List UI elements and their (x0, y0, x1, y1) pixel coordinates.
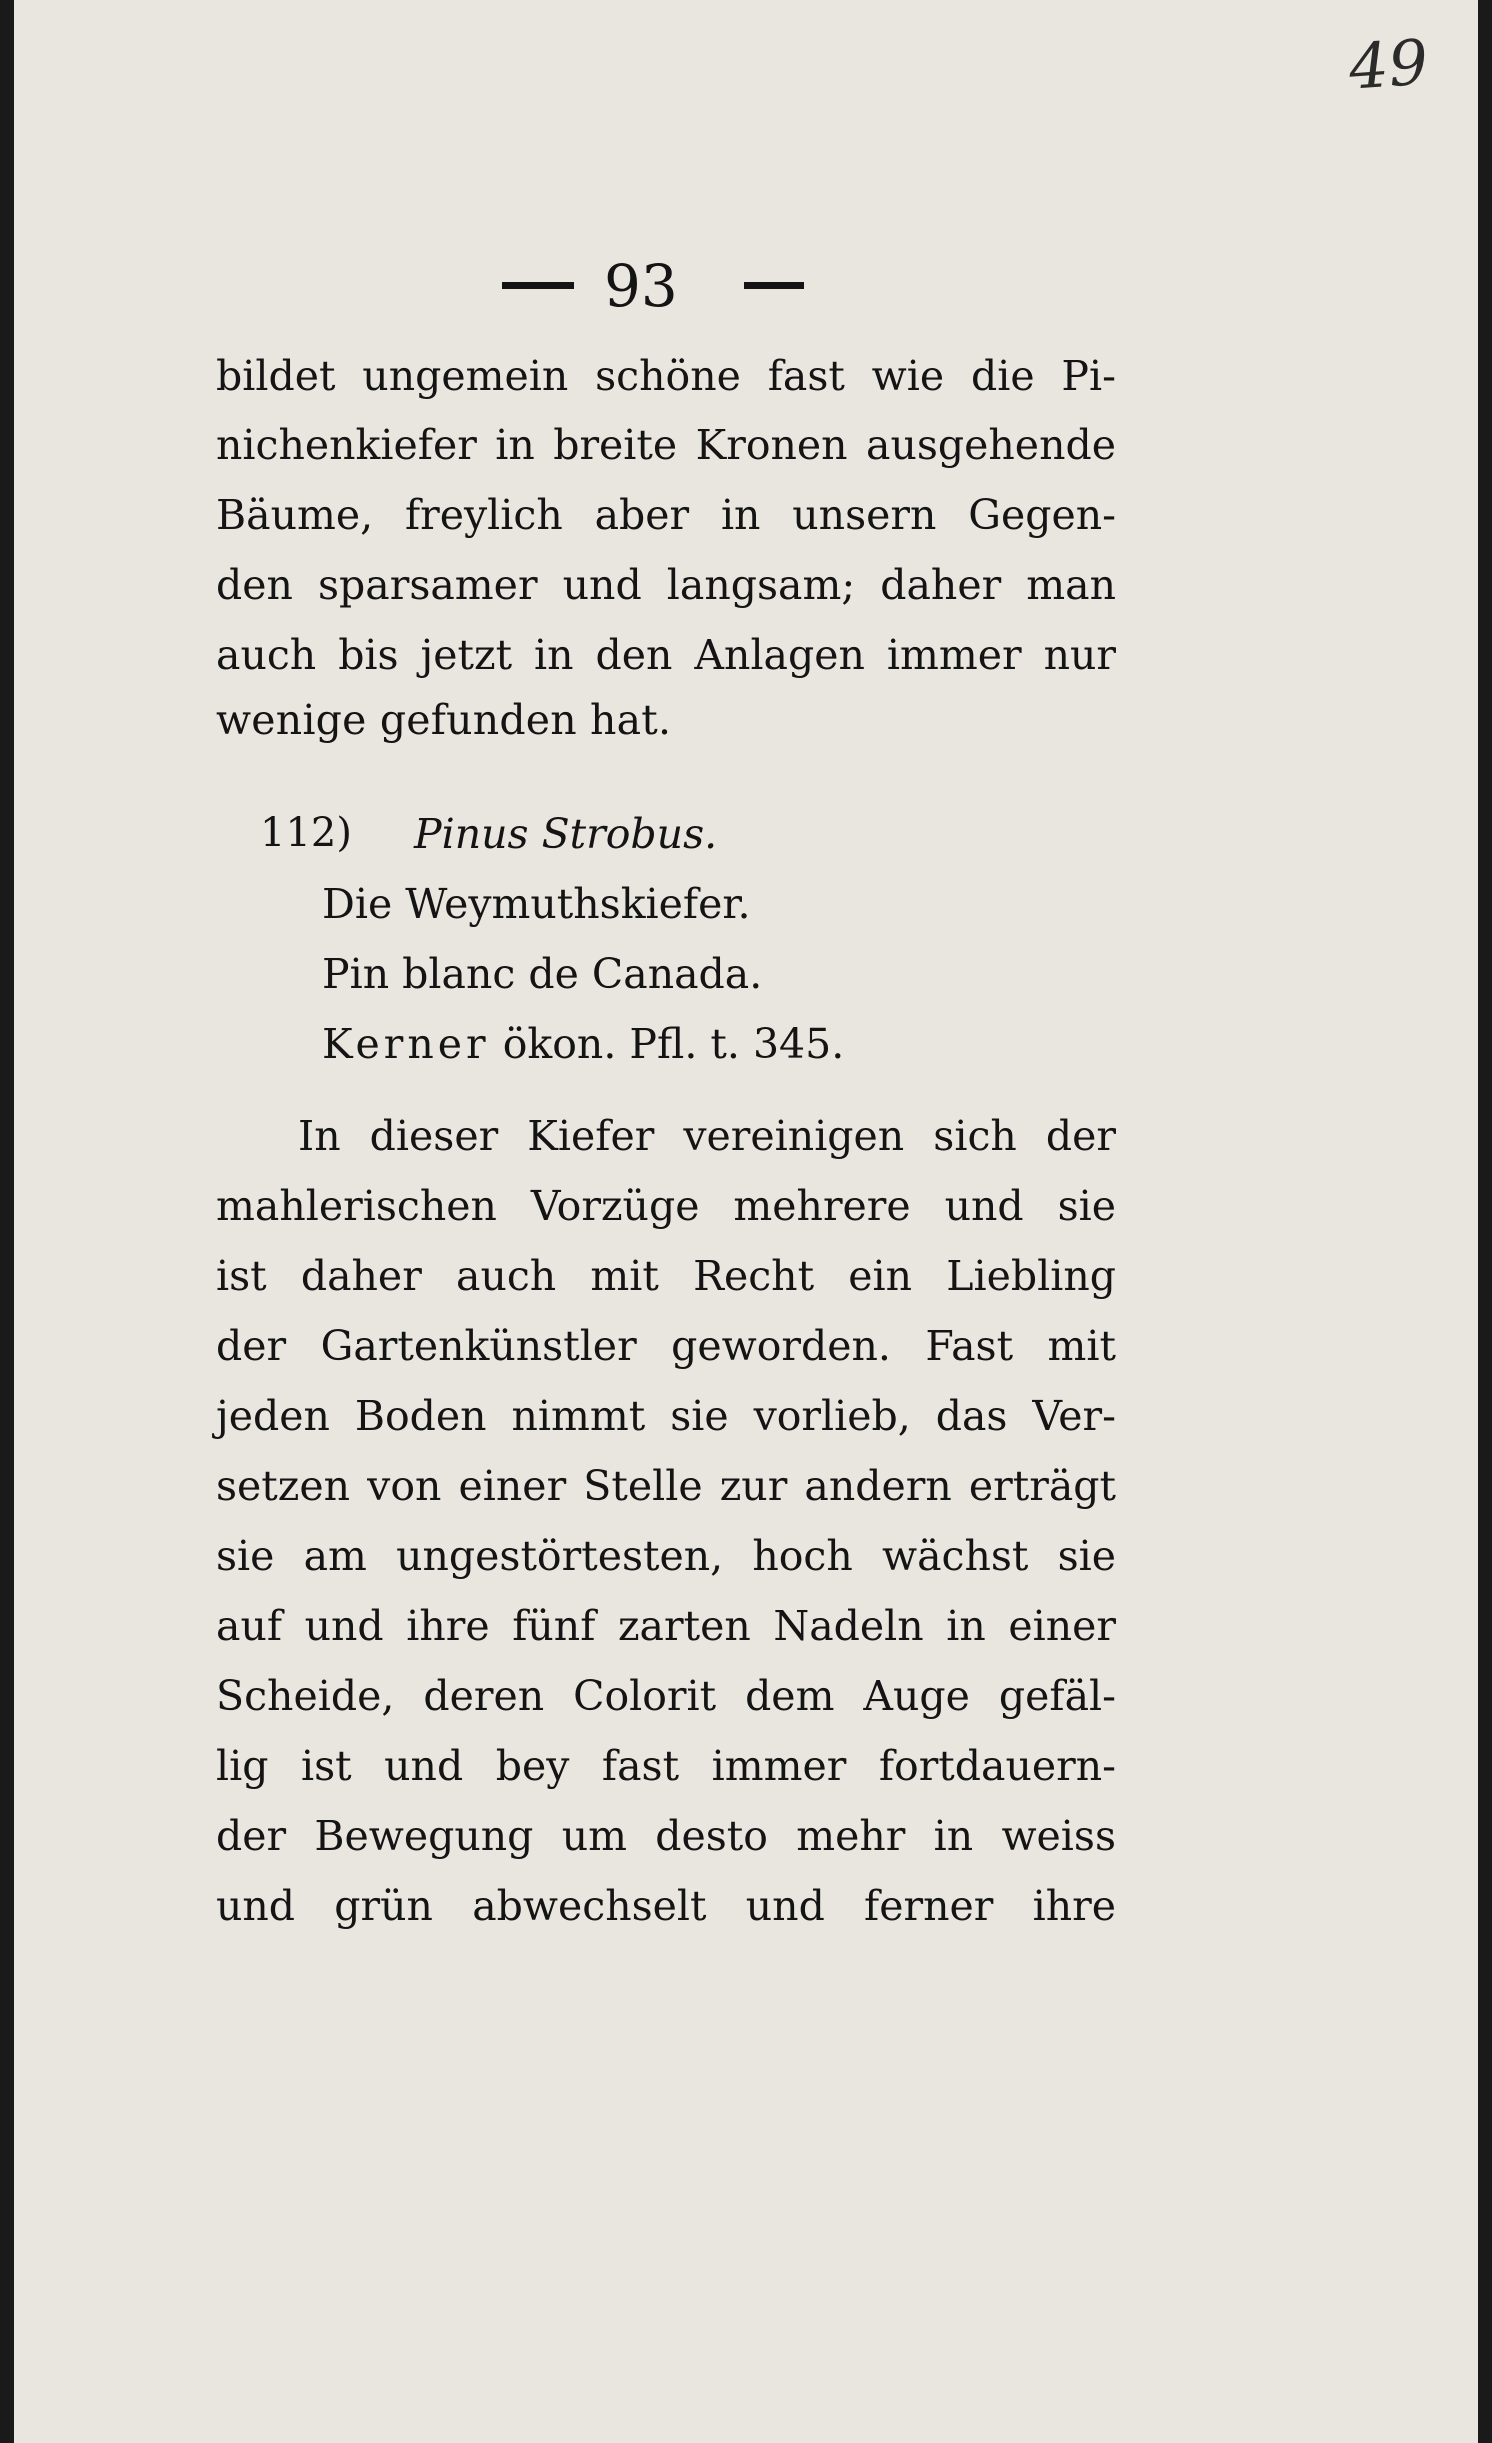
text-line: sie am ungestörtesten, hoch wächst sie (216, 1532, 1116, 1580)
entry-latin-name: Pinus Strobus. (414, 810, 718, 858)
entry-german-name: Die Weymuthskiefer. (322, 880, 751, 928)
text-line: auf und ihre fünf zarten Nadeln in einer (216, 1602, 1116, 1650)
text-line: auch bis jetzt in den Anlagen immer nur (216, 631, 1116, 679)
text-line: mahlerischen Vorzüge mehrere und sie (216, 1182, 1116, 1230)
entry-french-name: Pin blanc de Canada. (322, 950, 763, 998)
text-line: nichenkiefer in breite Kronen ausgehende (216, 421, 1116, 469)
header-dash-left (502, 282, 574, 289)
page-header (14, 252, 1478, 322)
text-line: bildet ungemein schöne fast wie die Pi- (216, 352, 1116, 400)
reference-author: Kerner (322, 1020, 490, 1068)
text-line: setzen von einer Stelle zur andern erträgt (216, 1462, 1116, 1510)
entry-number: 112) (260, 810, 352, 856)
text-line: den sparsamer und langsam; daher man (216, 561, 1116, 609)
text-line: der Gartenkünstler geworden. Fast mit (216, 1322, 1116, 1370)
text-line: der Bewegung um desto mehr in weiss (216, 1812, 1116, 1860)
text-line: und grün abwechselt und ferner ihre (216, 1882, 1116, 1930)
entry-reference (322, 1020, 844, 1068)
text-line: wenige gefunden hat. (216, 696, 672, 744)
book-page (14, 0, 1478, 2443)
text-line: In dieser Kiefer vereinigen sich der (298, 1112, 1116, 1160)
page-number: 93 (604, 252, 678, 320)
text-line: lig ist und bey fast immer fortdauern- (216, 1742, 1116, 1790)
reference-source: ökon. Pfl. t. 345. (502, 1020, 845, 1068)
text-line: jeden Boden nimmt sie vorlieb, das Ver- (216, 1392, 1116, 1440)
header-dash-right (744, 282, 804, 289)
text-line: Bäume, freylich aber in unsern Gegen- (216, 491, 1116, 539)
handwritten-folio-number: 49 (1346, 25, 1431, 104)
text-line: ist daher auch mit Recht ein Liebling (216, 1252, 1116, 1300)
text-line: Scheide, deren Colorit dem Auge gefäl- (216, 1672, 1116, 1720)
